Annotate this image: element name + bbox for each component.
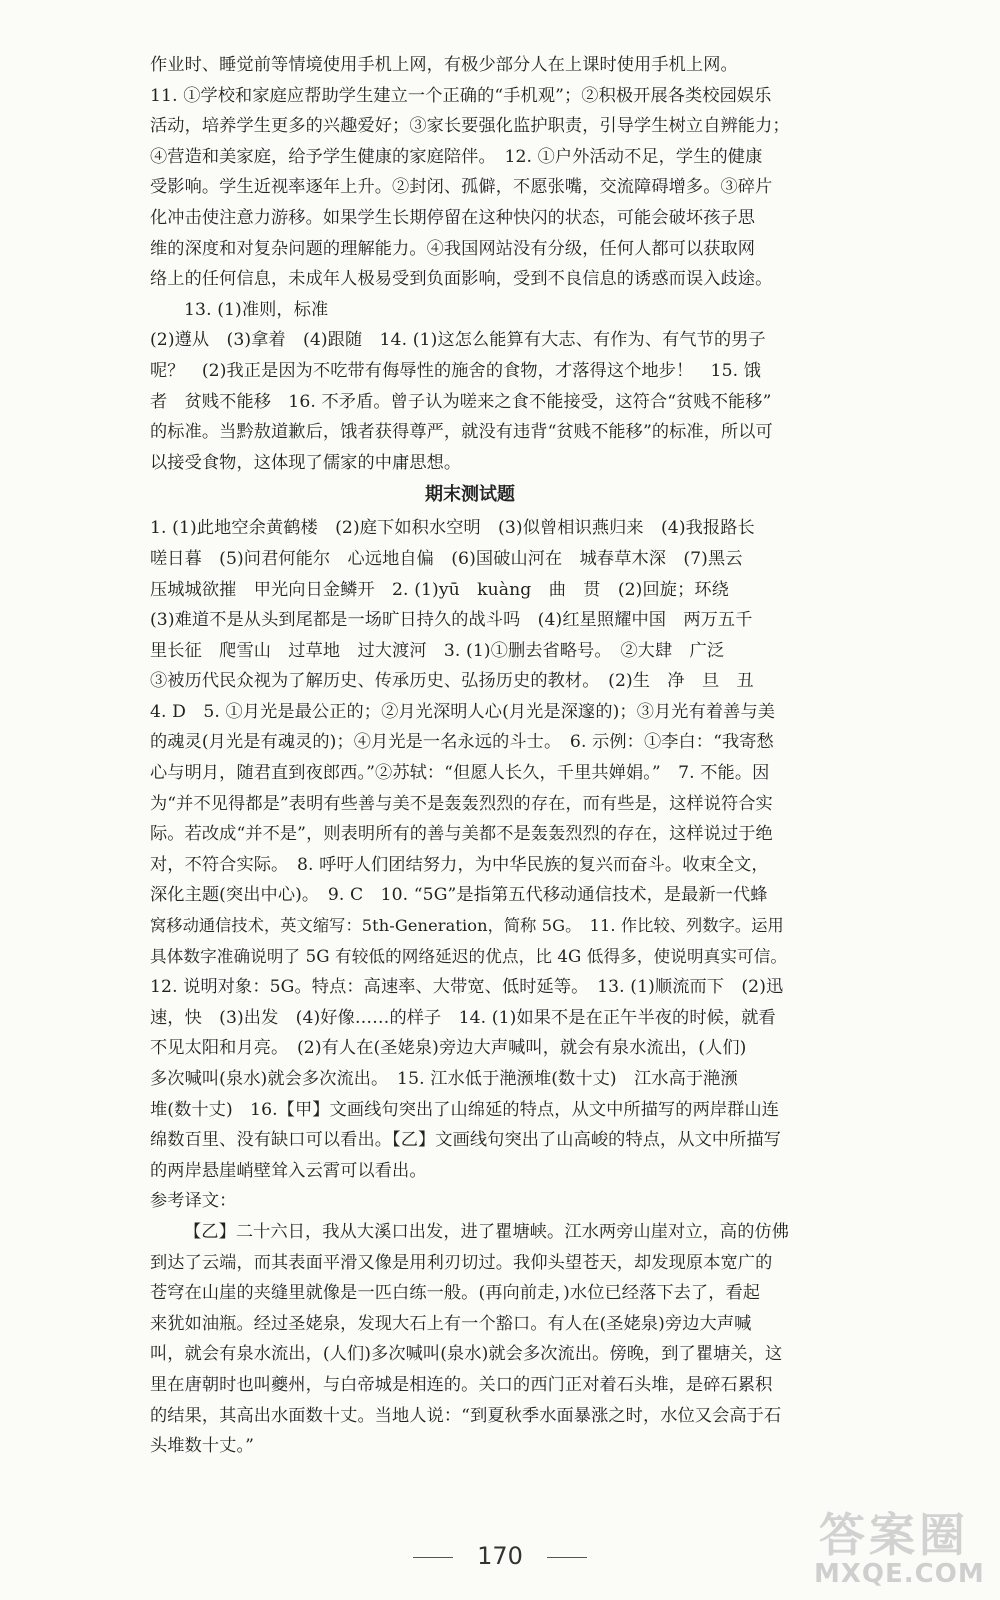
footer-dash-left [413,1557,453,1558]
watermark-top-text: 答案圈 [819,1508,969,1562]
text-line: 13. (1)准则，标准 [184,299,329,320]
text-line: 叫，就会有泉水流出，(人们)多次喊叫(泉水)就会多次流出。傍晚，到了瞿塘关，这 [150,1344,783,1365]
text-line: 4. D 5. ①月光是最公正的；②月光深明人心(月光是深邃的)；③月光有着善与美 [150,701,776,722]
page-number: 170 [477,1542,523,1570]
text-line: 【乙】二十六日，我从大溪口出发，进了瞿塘峡。江水两旁山崖对立，高的仿佛 [184,1221,790,1242]
text-line: 堆(数十丈) 16.【甲】文画线句突出了山绵延的特点，从文中所描写的两岸群山连 [150,1099,780,1120]
text-line: 活动，培养学生更多的兴趣爱好；③家长要强化监护职责，引导学生树立自辨能力； [150,116,790,137]
text-line: 为“并不见得都是”表明有些善与美不是轰轰烈烈的存在，而有些是，这样说符合实 [150,793,773,814]
text-line: 苍穹在山崖的夹缝里就像是一匹白练一般。(再向前走，)水位已经落下去了，看起 [150,1283,761,1304]
answer-page [150,50,790,1462]
text-line: 的魂灵(月光是有魂灵的)；④月光是一名永远的斗士。 6. 示例：①李白：“我寄愁 [150,732,774,753]
text-line: 心与明月，随君直到夜郎西。”②苏轼：“但愿人长久，千里共婵娟。” 7. 不能。因 [150,763,770,784]
text-line: 络上的任何信息，未成年人极易受到负面影响，受到不良信息的诱惑而误入歧途。 [150,269,773,290]
text-line: 12. 说明对象：5G。特点：高速率、大带宽、低时延等。 13. (1)顺流而下 (2)迅 [150,977,784,998]
text-line: 深化主题(突出中心)。 9. C 10. “5G”是指第五代移动通信技术，是最新一代蜂 [150,885,768,906]
text-line: 的结果，其高出水面数十丈。当地人说：“到夏秋季水面暴涨之时，水位又会高于石 [150,1405,782,1426]
watermark-bottom-text: MXQE.COM [814,1559,985,1589]
footer-dash-right [547,1557,587,1558]
text-line: 作业时、睡觉前等情境使用手机上网，有极少部分人在上课时使用手机上网。 [150,55,738,75]
text-line: 多次喊叫(泉水)就会多次流出。 15. 江水低于滟滪堆(数十丈) 江水高于滟滪 [150,1069,738,1089]
text-line: 压城城欲摧 甲光向日金鳞开 2. (1)yū kuàng 曲 贯 (2)回旋；环绕 [150,579,729,600]
text-line: 参考译文： [150,1191,237,1212]
text-line: 者 贫贱不能移 16. 不矛盾。曾子认为嗟来之食不能接受，这符合“贫贱不能移” [150,391,772,412]
text-line: 头堆数十丈。” [150,1436,255,1457]
text-line: 里长征 爬雪山 过草地 过大渡河 3. (1)①删去省略号。 ②大肆 广泛 [150,640,725,661]
text-line: 对，不符合实际。 8. 呼吁人们团结努力，为中华民族的复兴而奋斗。收束全文， [150,854,769,875]
text-line: 不见太阳和月亮。 (2)有人在(圣姥泉)旁边大声喊叫，就会有泉水流出，(人们) [150,1038,747,1059]
text-line: 际。若改成“并不是”，则表明所有的善与美都不是轰轰烈烈的存在，这样说过于绝 [150,824,773,845]
text-line: 呢？ (2)我正是因为不吃带有侮辱性的施舍的食物，才落得这个地步！ 15. 饿 [150,360,762,381]
text-line: 化冲击使注意力游移。如果学生长期停留在这种快闪的状态，可能会破坏孩子思 [150,207,756,228]
text-line: (2)遵从 (3)拿着 (4)跟随 14. (1)这怎么能算有大志、有作为、有气节的男子 [150,330,766,351]
text-line: 绵数百里、没有缺口可以看出。【乙】文画线句突出了山高峻的特点，从文中所描写 [150,1130,782,1151]
text-line: 维的深度和对复杂问题的理解能力。④我国网站没有分级，任何人都可以获取网 [150,238,756,259]
text-line: 的标准。当黔敖道歉后，饿者获得尊严，就没有违背“贫贱不能移”的标准，所以可 [150,422,773,443]
text-line: ④营造和美家庭，给予学生健康的家庭陪伴。 12. ①户外活动不足，学生的健康 [150,146,763,167]
text-line: 速，快 (3)出发 (4)好像……的样子 14. (1)如果不是在正午半夜的时候，就看 [150,1007,776,1028]
text-line: 以接受食物，这体现了儒家的中庸思想。 [150,452,462,473]
page-footer [0,1542,1000,1570]
text-line: ③被历代民众视为了解历史、传承历史、弘扬历史的教材。 (2)生 净 旦 丑 [150,671,754,692]
text-line: 里在唐朝时也叫夔州，与白帝城是相连的。关口的西门正对着石头堆，是碎石累积 [150,1374,773,1395]
text-line: (3)难道不是从头到尾都是一场旷日持久的战斗吗 (4)红星照耀中国 两万五千 [150,610,753,631]
text-line: 到达了云端，而其表面平滑又像是用利刃切过。我仰头望苍天，却发现原本宽广的 [150,1252,773,1273]
text-line: 嗟日暮 (5)问君何能尔 心远地自偏 (6)国破山河在 城春草木深 (7)黑云 [150,548,743,569]
section-heading: 期末测试题 [425,484,515,506]
text-line: 1. (1)此地空余黄鹤楼 (2)庭下如积水空明 (3)似曾相识燕归来 (4)我报路长 [150,518,755,539]
text-line: 具体数字准确说明了 5G 有较低的网络延迟的优点，比 4G 低得多，使说明真实可信。 [150,946,788,966]
text-line: 窝移动通信技术，英文缩写：5th-Generation，简称 5G。 11. 作比较、列数字。运用 [150,916,784,936]
text-line: 受影响。学生近视率逐年上升。②封闭、孤僻，不愿张嘴，交流障碍增多。③碎片 [150,177,773,198]
text-line: 的两岸悬崖峭壁耸入云霄可以看出。 [150,1160,427,1181]
text-line: 来犹如油瓶。经过圣姥泉，发现大石上有一个豁口。有人在(圣姥泉)旁边大声喊 [150,1313,752,1334]
text-line: 11. ①学校和家庭应帮助学生建立一个正确的“手机观”；②积极开展各类校园娱乐 [150,85,772,106]
